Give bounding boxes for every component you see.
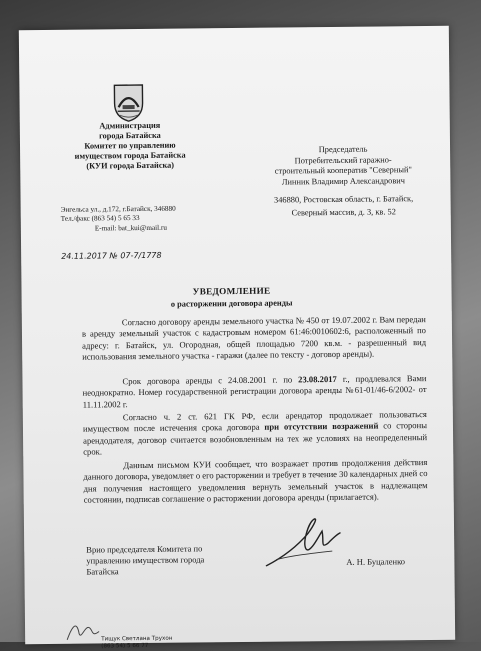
sender-line: (КУИ города Батайска) xyxy=(86,161,175,172)
signatory-name: А. Н. Буцаленко xyxy=(346,556,406,567)
sender-email: E-mail: bat_kui@mail.ru xyxy=(94,223,167,233)
recipient-address-line: Северный массив, д. 3, кв. 52 xyxy=(291,207,396,218)
position-line: Врио председателя Комитета по xyxy=(86,543,203,555)
sender-contacts xyxy=(61,204,201,234)
sender-block xyxy=(60,120,201,172)
paragraph-2-text: г., продлевался Вами неоднократно. Номер государственной регистрации договора аренды №61-01/46-6/2002- от 11.11.2002 г. xyxy=(82,373,427,410)
recipient-line: строительный кооператив "Северный" xyxy=(274,165,412,176)
letter-page xyxy=(19,26,455,650)
executor-footer xyxy=(101,636,172,651)
document-title: УВЕДОМЛЕНИЕ xyxy=(192,285,271,297)
handwritten-signature-icon xyxy=(262,513,343,570)
position-line: управлению имуществом города xyxy=(86,554,205,566)
sender-phone: Тел./факс (863 54) 5 65 33 xyxy=(60,214,140,224)
paragraph-2 xyxy=(82,373,426,411)
sender-line: Комитет по управлению xyxy=(84,140,176,151)
initials-scribble-icon xyxy=(65,619,101,643)
sender-address: Энгельса ул., д.172, г.Батайск, 346880 xyxy=(60,204,176,214)
paragraph-2-bold: 23.08.2017 xyxy=(298,373,337,385)
paragraph-3-text: Согласно ч. 2 ст. 621 ГК РФ, если арендатор продолжает пользоваться имуществом после истечения срока договора xyxy=(82,409,427,434)
paragraph-2-text: Срок договора аренды с 24.08.2001 г. по xyxy=(122,374,299,387)
paragraph-3 xyxy=(83,409,427,458)
signatory-position xyxy=(86,543,256,578)
recipient-address xyxy=(249,192,439,221)
paragraph-1: Согласно договору аренды земельного участка № 450 от 19.07.2002 г. Вам передан в аренду земельный участок с кадастровым номером 61:46:0010602:6, расположенный по адресу: г. Батайск, ул. Огородная, общей площадью 7200 кв.м. - разрешенный вид использования земельного участка - гаражи (далее по тексту - договор аренды). xyxy=(81,314,427,362)
paragraph-4: Данным письмом КУИ сообщает, что возражает против продолжения действия данного договора, уведомляет о его расторжении и требует в течение 30 календарных дней со дня получения настоящего уведомления вернуть земельный участок в надлежащем состоянии, подписав соглашение о расторжении договора аренды (прилагается). xyxy=(83,457,428,505)
footer-line: Тищук Светлана Трухон xyxy=(101,635,173,643)
coat-of-arms-emblem xyxy=(111,81,145,123)
sender-line: имуществом города Батайска xyxy=(74,150,186,162)
position-line: Батайска xyxy=(86,566,119,578)
recipient-line: Линник Владимир Александрович xyxy=(281,175,406,187)
sender-line: города Батайска xyxy=(99,130,161,141)
paragraph-3-bold: при отсутствии возражений xyxy=(264,420,379,433)
paragraph-3-text: со стороны арендодателя, договор считается возобновленным на тех же условиях на неопределенный срок. xyxy=(83,420,428,457)
sender-line: Администрация xyxy=(99,120,161,131)
registration-number: 24.11.2017 № 07-7/1778 xyxy=(61,250,162,261)
recipient-address-line: 346880, Ростовская область, г. Батайск, xyxy=(273,194,414,205)
recipient-block xyxy=(248,144,438,188)
footer-line: (863 54) 5 66 77 xyxy=(101,642,149,650)
recipient-line: Председатель xyxy=(318,144,368,155)
document-subtitle: о расторжении договора аренды xyxy=(170,298,293,309)
recipient-line: Потребительский гаражно- xyxy=(294,154,392,165)
